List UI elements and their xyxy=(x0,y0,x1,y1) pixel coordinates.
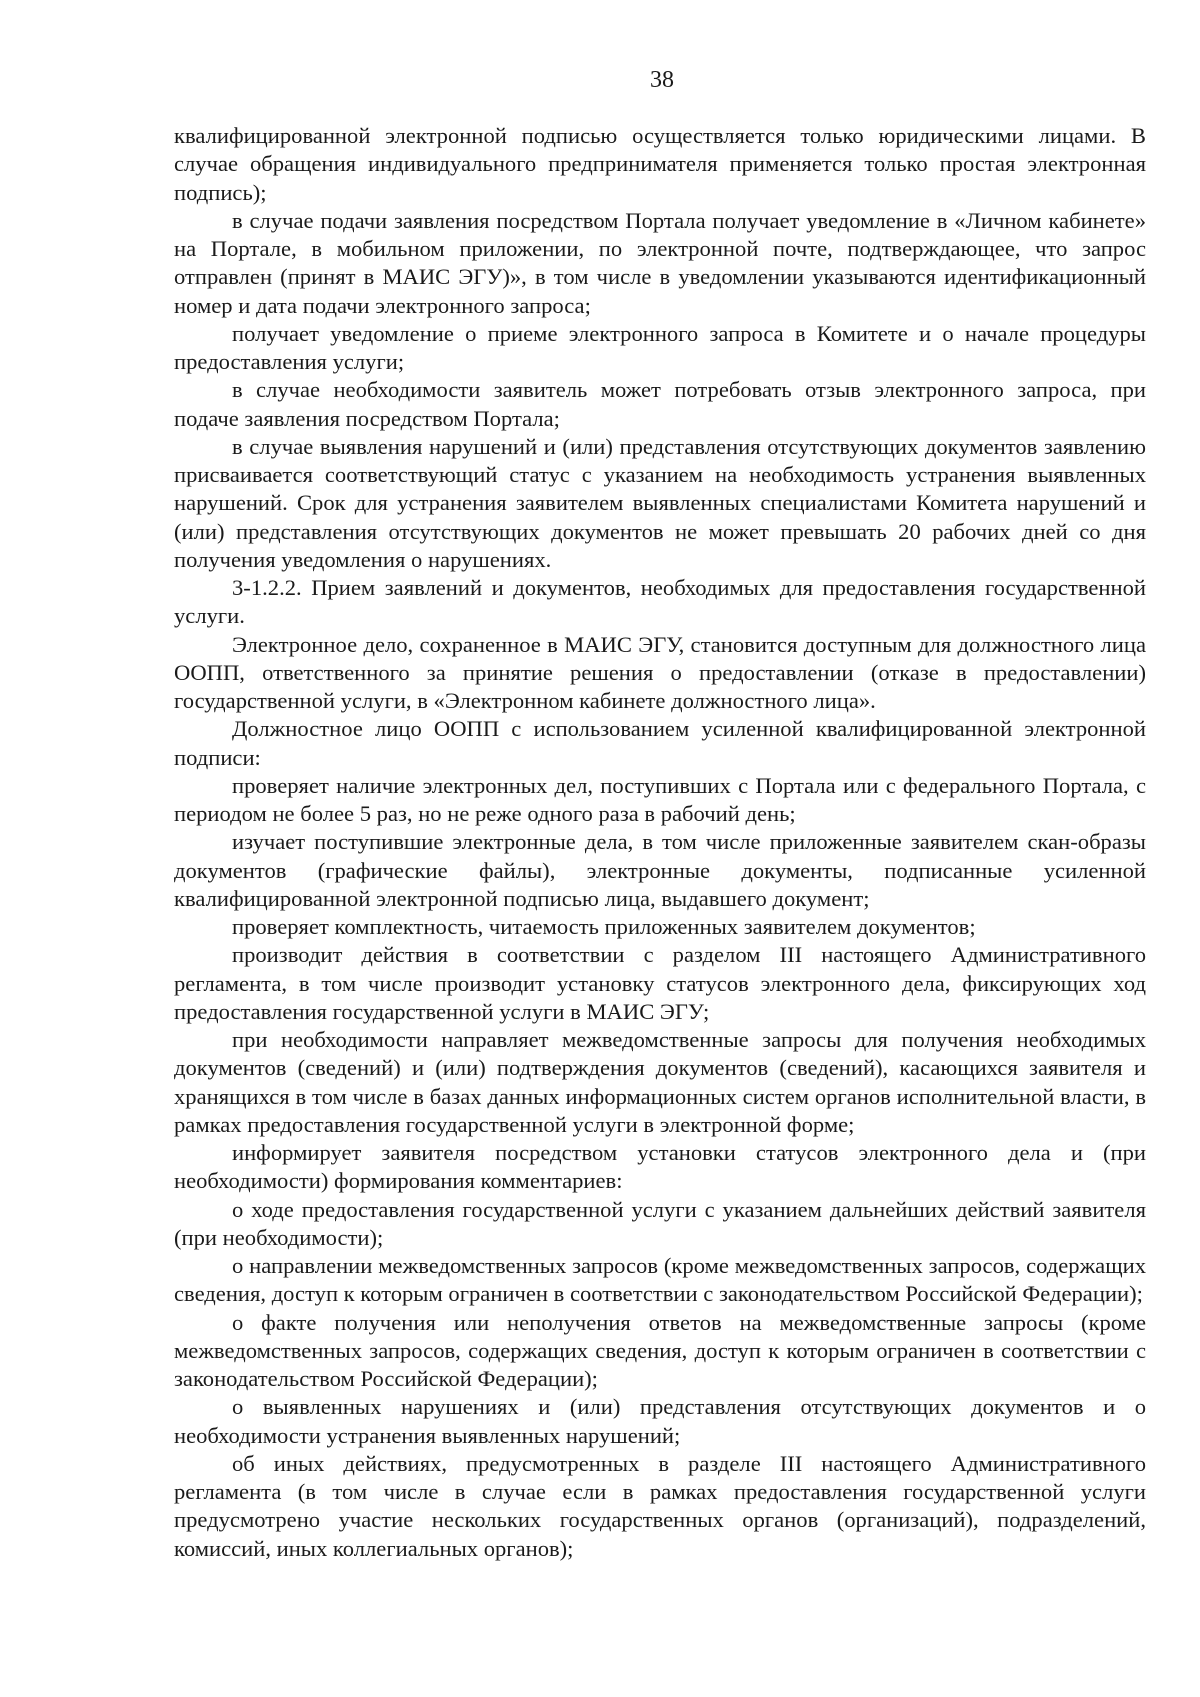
paragraph: при необходимости направляет межведомственные запросы для получения необходимых документов (сведений) и (или) подтверждения документов (сведений), касающихся заявителя и хранящихся в том числе в базах данных информационных систем органов исполнительной власти, в рамках предоставления государственной услуги в электронной форме; xyxy=(174,1027,1146,1137)
paragraph: проверяет комплектность, читаемость приложенных заявителем документов; xyxy=(232,914,976,939)
paragraph: о направлении межведомственных запросов (кроме межведомственных запросов, содержащих сведения, доступ к которым ограничен в соответствии с законодательством Российской Федерации); xyxy=(174,1253,1146,1307)
paragraph: в случае подачи заявления посредством Портала получает уведомление в «Личном кабинете» на Портале, в мобильном приложении, по электронной почте, подтверждающее, что запрос отправлен (принят в МАИС ЭГУ)», в том числе в уведомлении указываются идентификационный номер и дата подачи электронного запроса; xyxy=(174,207,1146,318)
paragraph: в случае необходимости заявитель может потребовать отзыв электронного запроса, при подаче заявления посредством Портала; xyxy=(174,377,1146,431)
paragraph: об иных действиях, предусмотренных в разделе III настоящего Административного регламента (в том числе в случае если в рамках предоставления государственной услуги предусмотрено участие нескольких государственных органов (организаций), подразделений, комиссий, иных коллегиальных органов); xyxy=(174,1450,1146,1561)
paragraph: о выявленных нарушениях и (или) представления отсутствующих документов и о необходимости устранения выявленных нарушений; xyxy=(174,1394,1146,1448)
paragraph: в случае выявления нарушений и (или) представления отсутствующих документов заявлению присваивается соответствующий статус с указанием на необходимость устранения выявленных нарушений. Срок для устранения заявителем выявленных специалистами Комитета нарушений и (или) представления отсутствующих документов не может превышать 20 рабочих дней со дня получения уведомления о нарушениях. xyxy=(174,433,1146,572)
paragraph: получает уведомление о приеме электронного запроса в Комитете и о начале процедуры предоставления услуги; xyxy=(174,320,1146,374)
paragraph: Электронное дело, сохраненное в МАИС ЭГУ, становится доступным для должностного лица ООПП, ответственного за принятие решения о предоставлении (отказе в предоставлении) государственной услуги, в «Электронном кабинете должностного лица». xyxy=(174,631,1146,713)
document-body xyxy=(174,122,1146,1563)
paragraph-continuation: квалифицированной электронной подписью осуществляется только юридическими лицами. В случае обращения индивидуального предпринимателя применяется только простая электронная подпись); xyxy=(174,123,1146,205)
page-number: 38 xyxy=(650,67,674,93)
paragraph: о ходе предоставления государственной услуги с указанием дальнейших действий заявителя (при необходимости); xyxy=(174,1196,1146,1250)
paragraph: изучает поступившие электронные дела, в том числе приложенные заявителем скан-образы документов (графические файлы), электронные документы, подписанные усиленной квалифицированной электронной подписью лица, выдавшего документ; xyxy=(174,829,1146,911)
paragraph: производит действия в соответствии с разделом III настоящего Административного регламента, в том числе производит установку статусов электронного дела, фиксирующих ход предоставления государственной услуги в МАИС ЭГУ; xyxy=(174,942,1146,1024)
paragraph: о факте получения или неполучения ответов на межведомственные запросы (кроме межведомственных запросов, содержащих сведения, доступ к которым ограничен в соответствии с законодательством Российской Федерации); xyxy=(174,1309,1146,1391)
paragraph: Должностное лицо ООПП с использованием усиленной квалифицированной электронной подписи: xyxy=(174,716,1146,770)
section-heading-paragraph: 3-1.2.2. Прием заявлений и документов, необходимых для предоставления государственной услуги. xyxy=(174,575,1146,629)
paragraph: информирует заявителя посредством установки статусов электронного дела и (при необходимости) формирования комментариев: xyxy=(174,1140,1146,1194)
paragraph: проверяет наличие электронных дел, поступивших с Портала или с федерального Портала, с периодом не более 5 раз, но не реже одного раза в рабочий день; xyxy=(174,772,1146,826)
